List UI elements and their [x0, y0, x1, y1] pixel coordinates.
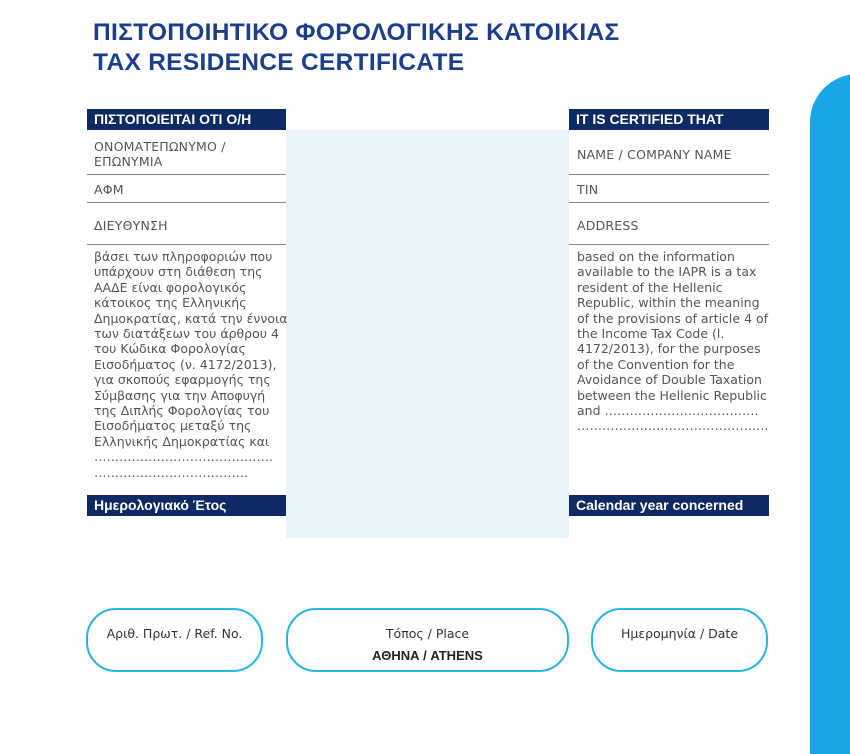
tin-label-greek: ΑΦΜ: [94, 182, 124, 197]
statement-english: based on the information available to the IAPR is a tax resident of the Hellenic Republic, within the meaning of the provisions of article 4 of the Income Tax Code (l. 4172/2013), for the purposes of the Convention for the Avoidance of Double Taxation between the Hellenic Republic and ………………………………. ……………………………………….: [577, 249, 769, 434]
header-band-greek: ΠΙΣΤΟΠΟΙΕΙΤΑΙ ΟΤΙ Ο/Η: [87, 109, 286, 130]
place-label: Τόπος / Place: [385, 626, 470, 641]
name-label-english: NAME / COMPANY NAME: [577, 147, 732, 162]
header-band-english: IT IS CERTIFIED THAT: [569, 109, 769, 130]
title-greek: ΠΙΣΤΟΠΟΙΗΤΙΚΟ ΦΟΡΟΛΟΓΙΚΗΣ ΚΑΤΟΙΚΙΑΣ: [93, 19, 620, 46]
calendar-year-label-english: Calendar year concerned: [569, 495, 769, 516]
row-divider: [569, 244, 769, 245]
value-column: [286, 130, 569, 538]
address-label-greek: ΔΙΕΥΘΥΝΣΗ: [94, 218, 168, 233]
statement-greek: βάσει των πληροφοριών που υπάρχουν στη διάθεση της ΑΑΔΕ είναι φορολογικός κάτοικος της Ελληνικής Δημοκρατίας, κατά την έννοια των διατάξεων του άρθρου 4 του Κώδικα Φορολογίας Εισοδήματος (ν. 4172/2013), για σκοπούς εφαρμογής της Σύμβασης για την Αποφυγή της Διπλής Φορολογίας του Εισοδήματος μεταξύ της Ελληνικής Δημοκρατίας και ……………………………………. ……………………………….: [94, 249, 288, 480]
row-divider: [569, 174, 769, 175]
date-box: [591, 608, 768, 672]
place-value: ΑΘΗΝΑ / ATHENS: [372, 648, 483, 663]
place-box: [286, 608, 569, 672]
row-divider: [87, 244, 286, 245]
name-label-greek: ΟΝΟΜΑΤΕΠΩΝΥΜΟ / ΕΠΩΝΥΜΙΑ: [94, 139, 226, 169]
date-label: Ημερομηνία / Date: [620, 626, 739, 641]
tin-label-english: TIN: [577, 182, 599, 197]
calendar-year-label-greek: Ημερολογιακό Έτος: [87, 495, 286, 516]
row-divider: [569, 202, 769, 203]
title-english: TAX RESIDENCE CERTIFICATE: [93, 49, 465, 76]
row-divider: [87, 202, 286, 203]
decorative-side-bar: [810, 74, 850, 754]
address-label-english: ADDRESS: [577, 218, 639, 233]
ref-no-label: Αριθ. Πρωτ. / Ref. No.: [106, 626, 243, 641]
row-divider: [87, 174, 286, 175]
ref-no-box: [86, 608, 263, 672]
